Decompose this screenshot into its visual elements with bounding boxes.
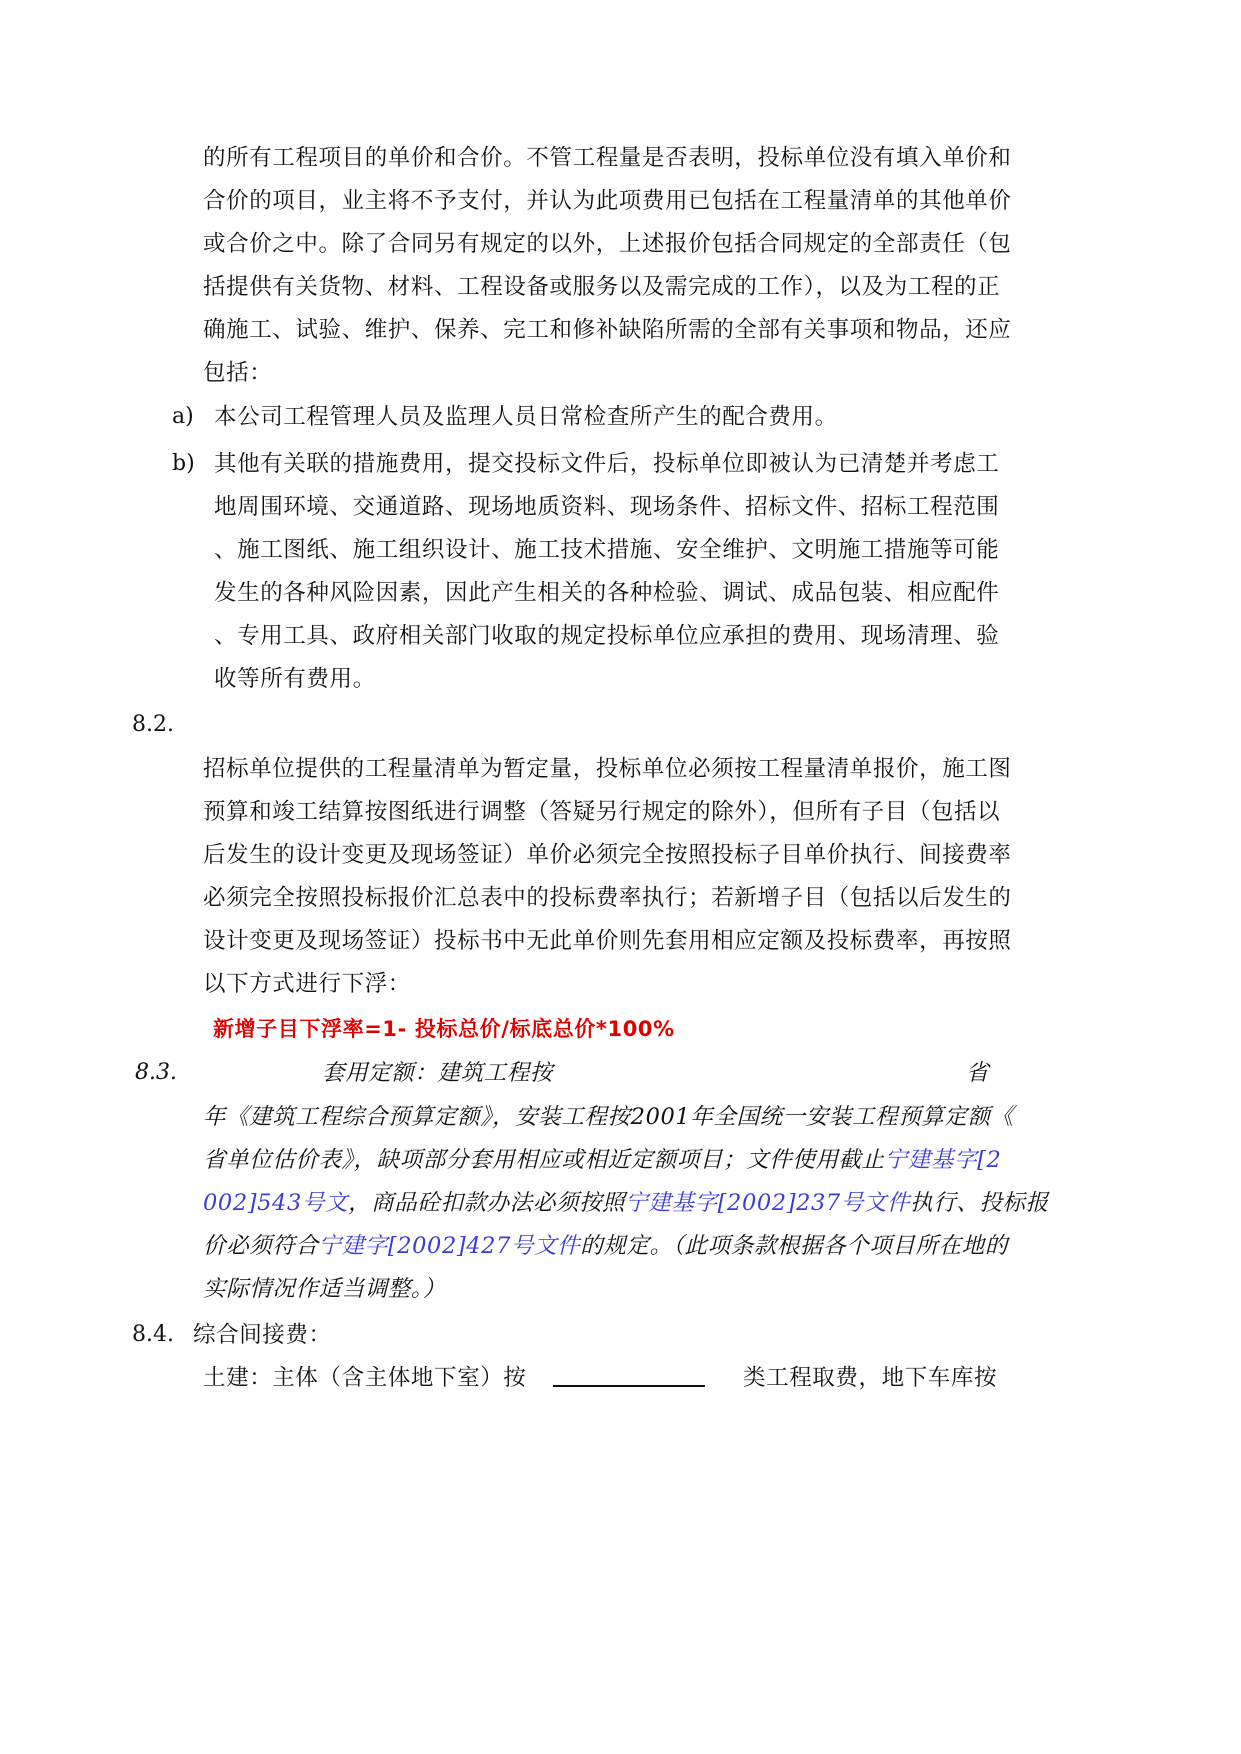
section-8-3-line5-text-b: 的规定。（此项条款根据各个项目所在地的 [580, 1233, 1008, 1259]
section-8-2-line: 后发生的设计变更及现场签证）单价必须完全按照投标子目单价执行、间接费率 [203, 842, 1012, 868]
section-number-8-2: 8.2. [132, 712, 174, 737]
section-8-3-line4-text-a: ，商品砼扣款办法必须按照 [348, 1190, 626, 1216]
list-b-line: 、施工图纸、施工组织设计、施工技术措施、安全维护、文明施工措施等可能 [214, 537, 1000, 563]
doc-link-ningjian-427[interactable]: 宁建字[2002]427号文件 [318, 1233, 581, 1259]
section-number-8-3: 8.3. [135, 1060, 177, 1085]
list-marker-a: a) [172, 404, 194, 429]
list-b-line: 、专用工具、政府相关部门收取的规定投标单位应承担的费用、现场清理、验 [214, 623, 1000, 649]
intro-line: 包括： [203, 360, 273, 386]
section-8-4-title: 综合间接费： [193, 1322, 332, 1348]
intro-line: 括提供有关货物、材料、工程设备或服务以及需完成的工作），以及为工程的正 [203, 274, 1001, 300]
list-b-line: 收等所有费用。 [214, 666, 376, 692]
section-number-8-4: 8.4. [132, 1322, 174, 1347]
doc-link-ningjianji-543-part1[interactable]: 宁建基字[2 [884, 1147, 1002, 1173]
section-8-2-line: 设计变更及现场签证）投标书中无此单价则先套用相应定额及投标费率，再按照 [203, 928, 1012, 954]
doc-link-ningjianji-543-part2[interactable]: 002]543号文 [203, 1190, 349, 1216]
section-8-2-line: 必须完全按照投标报价汇总表中的投标费率执行；若新增子目（包括以后发生的 [203, 885, 1012, 911]
intro-line: 或合价之中。除了合同另有规定的以外，上述报价包括合同规定的全部责任（包 [203, 231, 1012, 257]
section-8-2-line: 预算和竣工结算按图纸进行调整（答疑另行规定的除外），但所有子目（包括以 [203, 799, 1001, 825]
section-8-3-line4 [203, 1188, 1049, 1218]
section-8-3-line3 [203, 1145, 1001, 1175]
section-8-3-line1-right: 省 [966, 1060, 990, 1086]
section-8-3-line3-text: 省单位估价表》，缺项部分套用相应或相近定额项目；文件使用截止 [203, 1147, 885, 1173]
section-8-4-line-left: 土建：主体（含主体地下室）按 [203, 1365, 527, 1391]
intro-line: 的所有工程项目的单价和合价。不管工程量是否表明，投标单位没有填入单价和 [203, 145, 1012, 171]
list-b-line: 其他有关联的措施费用，提交投标文件后，投标单位即被认为已清楚并考虑工 [214, 451, 1000, 477]
intro-line: 确施工、试验、维护、保养、完工和修补缺陷所需的全部有关事项和物品，还应 [203, 317, 1012, 343]
doc-link-ningjianji-237[interactable]: 宁建基字[2002]237号文件 [625, 1190, 911, 1216]
section-8-3-line2: 年《建筑工程综合预算定额》，安装工程按2001年全国统一安装工程预算定额《 [203, 1104, 1014, 1130]
section-8-4-line-right: 类工程取费，地下车库按 [743, 1365, 998, 1391]
list-marker-b: b) [172, 451, 195, 476]
section-8-3-line1-left: 套用定额：建筑工程按 [322, 1060, 554, 1086]
section-8-2-line: 招标单位提供的工程量清单为暂定量，投标单位必须按工程量清单报价，施工图 [203, 756, 1012, 782]
section-8-3-line4-text-b: 执行、投标报 [910, 1190, 1049, 1216]
formula-text: 新增子目下浮率=1- 投标总价/标底总价*100% [213, 1017, 675, 1041]
fill-in-blank[interactable] [553, 1385, 705, 1387]
section-8-3-line5 [203, 1231, 1008, 1261]
list-b-line: 发生的各种风险因素，因此产生相关的各种检验、调试、成品包装、相应配件 [214, 580, 1000, 606]
list-b-line: 地周围环境、交通道路、现场地质资料、现场条件、招标文件、招标工程范围 [214, 494, 1000, 520]
intro-line: 合价的项目，业主将不予支付，并认为此项费用已包括在工程量清单的其他单价 [203, 188, 1012, 214]
section-8-3-line5-text-a: 价必须符合 [203, 1233, 319, 1259]
section-8-3-line6: 实际情况作适当调整。） [203, 1276, 446, 1302]
section-8-2-line: 以下方式进行下浮： [203, 971, 411, 997]
list-a-line: 本公司工程管理人员及监理人员日常检查所产生的配合费用。 [214, 404, 838, 430]
